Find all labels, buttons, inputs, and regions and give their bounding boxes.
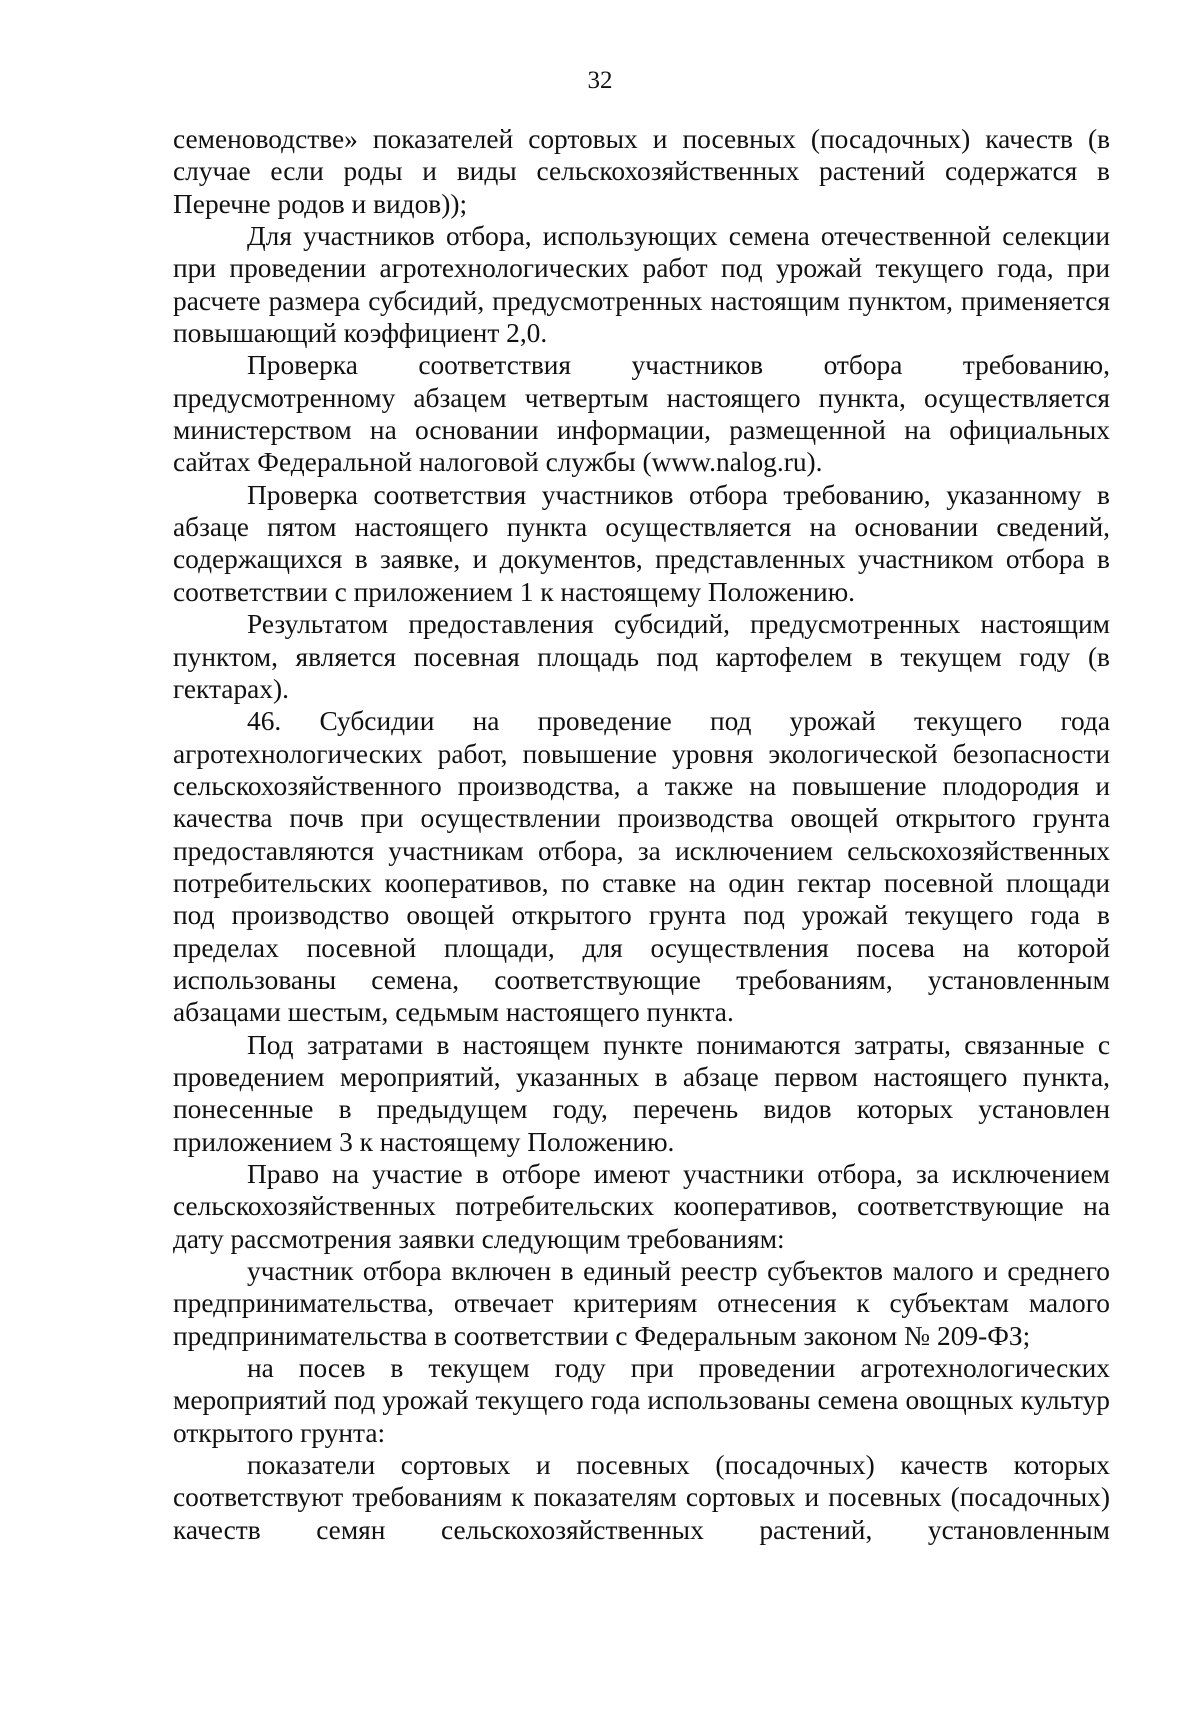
paragraph-costs: Под затратами в настоящем пункте понимаются затраты, связанные с проведением мероприятий, указанных в абзаце первом настоящего пункта, понесенные в предыдущем году, перечень видов которых установлен приложением 3 к настоящему Положению. [173,1029,1110,1157]
paragraph-continuation: семеноводстве» показателей сортовых и посевных (посадочных) качеств (в случае если роды и виды сельскохозяйственных растений содержатся в Перечне родов и видов)); [173,124,1110,219]
paragraph-seeds: на посев в текущем году при проведении агротехнологических мероприятий под урожай текущего года использованы семена овощных культур открытого грунта: [173,1353,1110,1448]
paragraph-application-check: Проверка соответствия участников отбора требованию, указанному в абзаце пятом настоящего пункта осуществляется на основании сведений, содержащихся в заявке, и документов, представленных участником отбора в соответствии с приложением 1 к настоящему Положению. [173,479,1110,607]
paragraph-registry: участник отбора включен в единый реестр субъектов малого и среднего предпринимательства, отвечает критериям отнесения к субъектам малого предпринимательства в соответствии с Федеральным законом № 209-ФЗ; [173,1256,1110,1351]
document-body [173,123,1110,1546]
paragraph-result: Результатом предоставления субсидий, предусмотренных настоящим пунктом, является посевная площадь под картофелем в текущем году (в гектарах). [173,609,1110,704]
paragraph-item-46: 46. Субсидии на проведение под урожай текущего года агротехнологических работ, повышение уровня экологической безопасности сельскохозяйственного производства, а также на повышение плодородия и качества почв при осуществлении производства овощей открытого грунта предоставляются участникам отбора, за исключением сельскохозяйственных потребительских кооперативов, по ставке на один гектар посевной площади под производство овощей открытого грунта под урожай текущего года в пределах посевной площади, для осуществления посева на которой использованы семена, соответствующие требованиям, установленным абзацами шестым, седьмым настоящего пункта. [173,706,1110,1028]
paragraph-coefficient: Для участников отбора, использующих семена отечественной селекции при проведении агротехнологических работ под урожай текущего года, при расчете размера субсидий, предусмотренных настоящим пунктом, применяется повышающий коэффициент 2,0. [173,221,1110,349]
paragraph-quality: показатели сортовых и посевных (посадочных) качеств которых соответствуют требованиям к показателям сортовых и посевных (посадочных) качеств семян сельскохозяйственных растений, установленным [173,1450,1110,1545]
page-number: 32 [587,67,613,94]
paragraph-eligibility: Право на участие в отборе имеют участники отбора, за исключением сельскохозяйственных потребительских кооперативов, соответствующие на дату рассмотрения заявки следующим требованиям: [173,1159,1110,1254]
paragraph-tax-check: Проверка соответствия участников отбора требованию, предусмотренному абзацем четвертым настоящего пункта, осуществляется министерством на основании информации, размещенной на официальных сайтах Федеральной налоговой службы (www.nalog.ru). [173,350,1110,478]
